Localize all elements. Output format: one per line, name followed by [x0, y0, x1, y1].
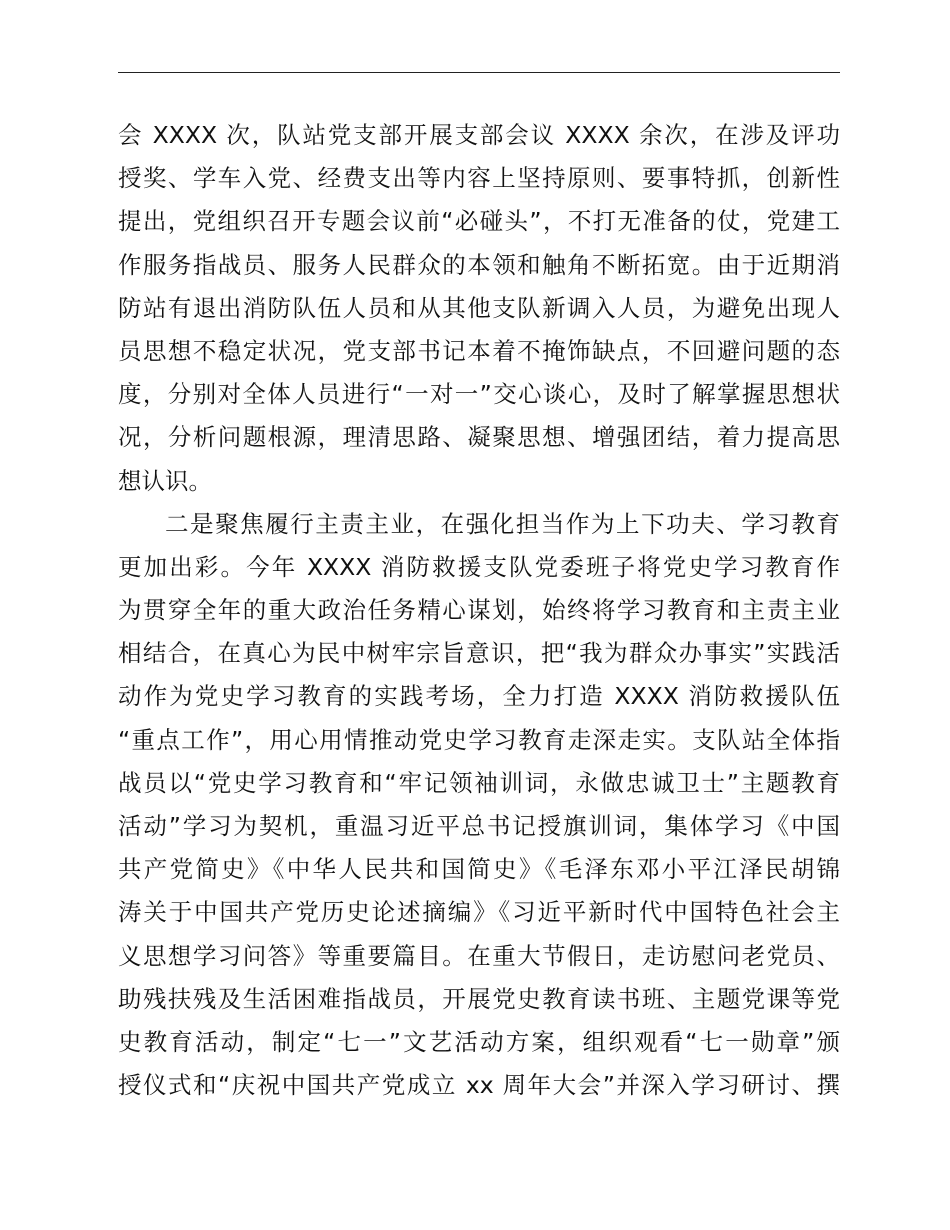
text-line: 提出，党组织召开专题会议前“必碰头”，不打无准备的仗，党建工: [118, 207, 840, 236]
text-line: 会 XXXX 次，队站党支部开展支部会议 XXXX 余次，在涉及评功: [118, 121, 840, 149]
text-line: 共产党简史》《中华人民共和国简史》《毛泽东邓小平江泽民胡锦: [118, 855, 840, 884]
text-line: 活动”学习为契机，重温习近平总书记授旗训词，集体学习《中国: [118, 812, 840, 840]
text-line: 想认识。: [118, 466, 212, 495]
text-line: 度，分别对全体人员进行“一对一”交心谈心，及时了解掌握思想状: [118, 380, 840, 409]
text-line: 助残扶残及生活困难指战员，开展党史教育读书班、主题党课等党: [118, 984, 840, 1013]
text-line: 动作为党史学习教育的实践考场，全力打造 XXXX 消防救援队伍: [118, 682, 840, 711]
text-line: 更加出彩。今年 XXXX 消防救援支队党委班子将党史学习教育作: [118, 552, 840, 581]
text-line: 授仪式和“庆祝中国共产党成立 xx 周年大会”并深入学习研讨、撰: [118, 1071, 840, 1100]
text-line: 史教育活动，制定“七一”文艺活动方案，组织观看“七一勋章”颁: [118, 1027, 840, 1056]
text-line: 防站有退出消防队伍人员和从其他支队新调入人员，为避免出现人: [118, 293, 840, 322]
text-line: 战员以“党史学习教育和“牢记领袖训词，永做忠诚卫士”主题教育: [118, 768, 840, 797]
text-line: 作服务指战员、服务人民群众的本领和触角不断拓宽。由于近期消: [118, 250, 840, 279]
body-text: [118, 114, 840, 1107]
paragraph-start-line: 二是聚焦履行主责主业，在强化担当作为上下功夫、学习教育: [165, 509, 840, 538]
text-line: 况，分析问题根源，理清思路、凝聚思想、增强团结，着力提高思: [118, 423, 840, 452]
header-rule: [118, 72, 840, 73]
text-line: “重点工作”，用心用情推动党史学习教育走深走实。支队站全体指: [118, 725, 840, 754]
text-line: 为贯穿全年的重大政治任务精心谋划，始终将学习教育和主责主业: [118, 596, 840, 625]
text-line: 相结合，在真心为民中树牢宗旨意识，把“我为群众办事实”实践活: [118, 639, 840, 668]
text-line: 员思想不稳定状况，党支部书记本着不掩饰缺点，不回避问题的态: [118, 336, 840, 365]
text-line: 义思想学习问答》等重要篇目。在重大节假日，走访慰问老党员、: [118, 941, 840, 970]
text-line: 授奖、学车入党、经费支出等内容上坚持原则、要事特抓，创新性: [118, 164, 840, 193]
text-line: 涛关于中国共产党历史论述摘编》《习近平新时代中国特色社会主: [118, 898, 840, 927]
